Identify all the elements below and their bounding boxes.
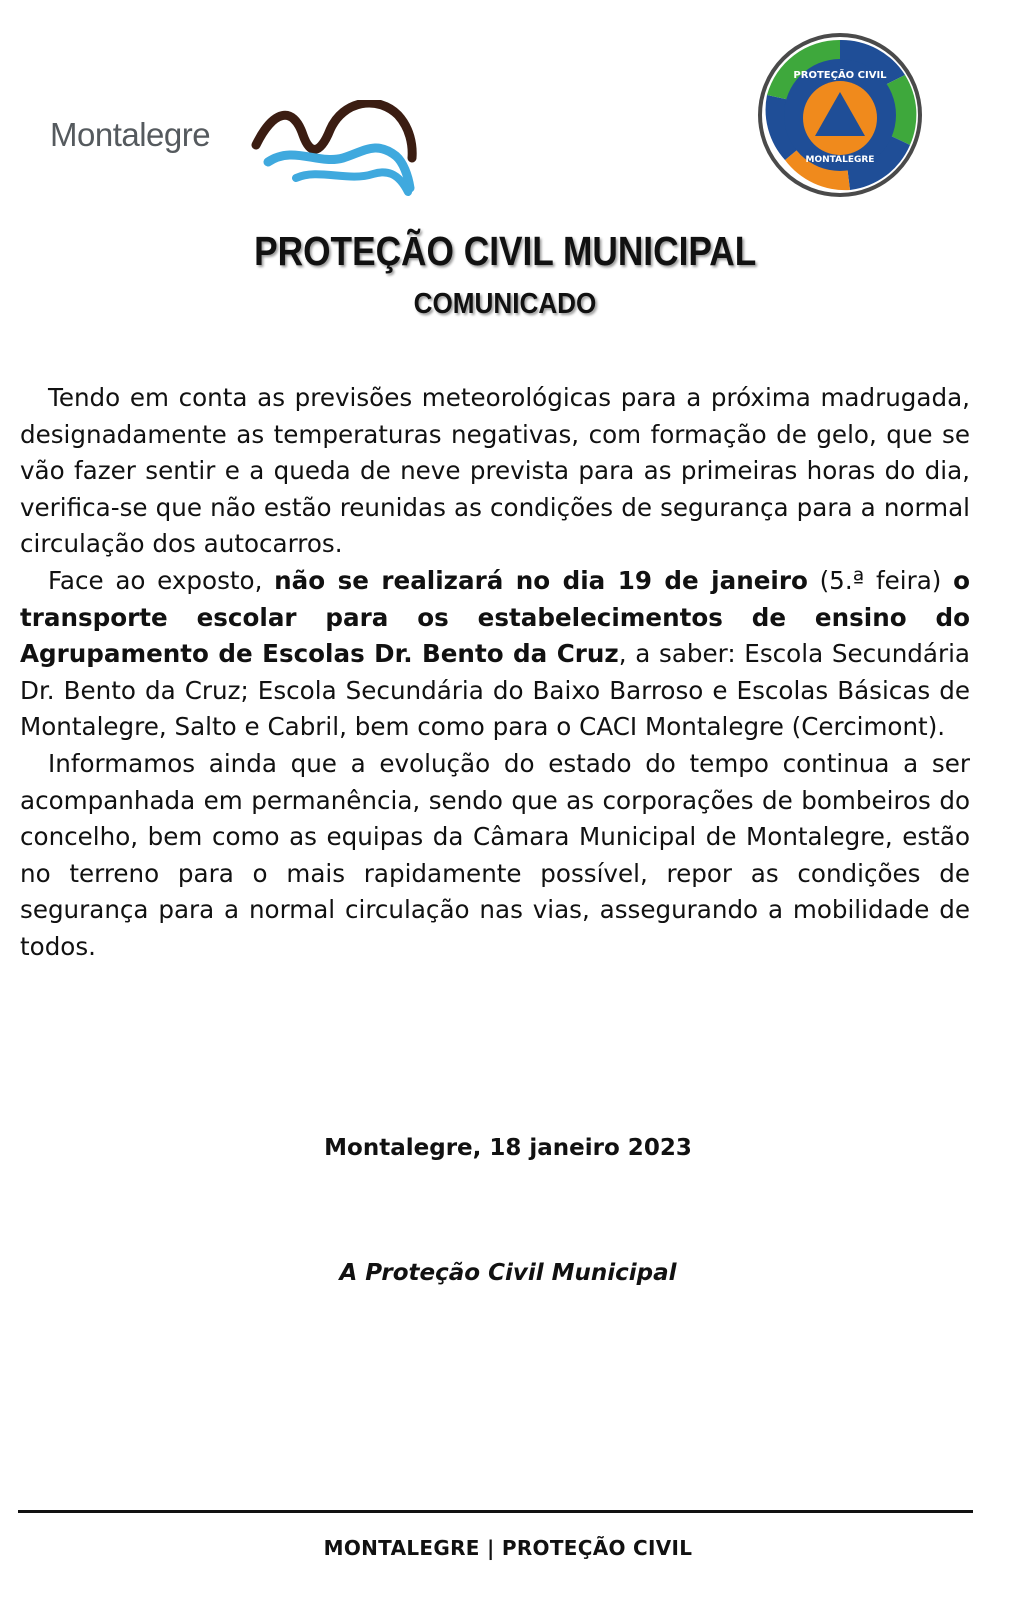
bold-transport-notice: o transporte escolar para os estabelecimentos de ensino do Agrupamento de Escolas Dr. Bento da Cruz bbox=[20, 565, 970, 669]
wave-mountain-icon bbox=[248, 100, 428, 200]
logo-wordmark: Montalegre bbox=[50, 116, 211, 153]
signature: A Proteção Civil Municipal bbox=[339, 1260, 677, 1286]
communique-body bbox=[20, 380, 970, 966]
document-title: PROTEÇÃO CIVIL MUNICIPAL bbox=[254, 228, 757, 274]
footer-divider bbox=[18, 1510, 973, 1513]
text-segment: (5.ª feira) bbox=[807, 565, 954, 595]
paragraph-forecast: Tendo em conta as previsões meteorológicas para a próxima madrugada, designadamente as temperaturas negativas, com formação de gelo, que se vão fazer sentir e a queda de neve prevista para as primeiras horas do dia, verifica-se que não estão reunidas as condições de segurança para a normal circulação dos autocarros. bbox=[20, 383, 970, 559]
text-segment: Face ao exposto, bbox=[48, 565, 275, 595]
footer-text: MONTALEGRE | PROTEÇÃO CIVIL bbox=[323, 1536, 693, 1560]
date-line: Montalegre, 18 janeiro 2023 bbox=[324, 1135, 692, 1161]
emblem-bottom-text: MONTALEGRE bbox=[805, 155, 875, 165]
montalegre-logo bbox=[48, 100, 388, 200]
text-segment: , a saber: Escola Secundária Dr. Bento da Cruz; Escola Secundária do Baixo Barroso e Escolas Básicas de Montalegre, Salto e Cabril, bem como para o CACI Montalegre (Cercimont). bbox=[20, 639, 970, 742]
emblem-top-text: PROTEÇÃO CIVIL bbox=[793, 70, 887, 81]
paragraph-monitoring: Informamos ainda que a evolução do estado do tempo continua a ser acompanhada em permanência, sendo que as corporações de bombeiros do concelho, bem como as equipas da Câmara Municipal de Montalegre, estão no terreno para o mais rapidamente possível, repor as condições de segurança para a normal circulação nas vias, assegurando a mobilidade de todos. bbox=[20, 748, 970, 961]
bold-date-notice: não se realizará no dia 19 de janeiro bbox=[274, 565, 808, 595]
document-subtitle: COMUNICADO bbox=[413, 288, 597, 320]
protecao-civil-emblem bbox=[755, 30, 925, 200]
paragraph-cancellation bbox=[20, 563, 970, 746]
